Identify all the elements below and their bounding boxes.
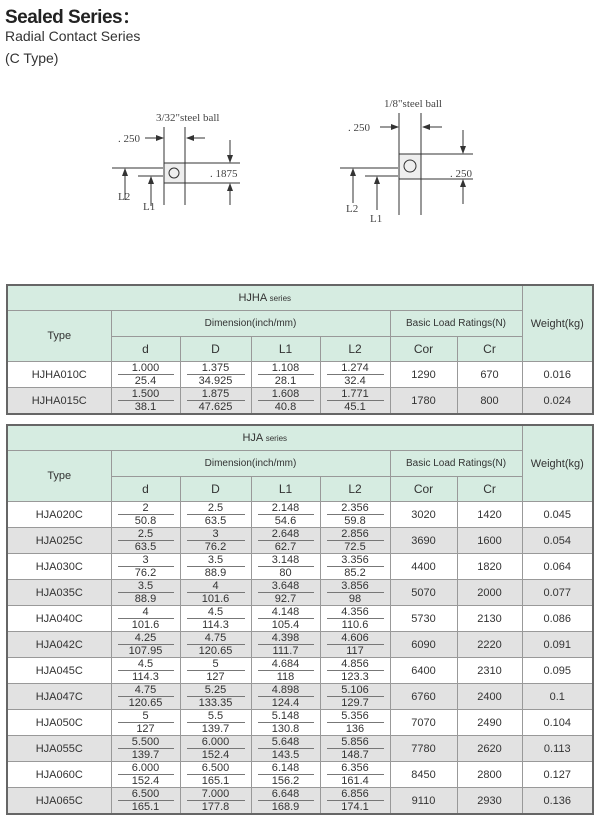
weight-cell: 0.113 [522, 736, 593, 762]
mm-value: 168.9 [271, 801, 300, 813]
table-row [7, 606, 593, 632]
mm-value: 114.3 [132, 671, 159, 683]
dimension-cell [320, 762, 390, 788]
mm-value: 127 [206, 671, 225, 683]
inch-value: 2.356 [327, 502, 384, 515]
mm-value: 156.2 [271, 775, 300, 787]
dimension-cell [251, 632, 320, 658]
inch-value: 1.608 [258, 388, 314, 401]
mm-value: 124.4 [271, 697, 300, 709]
type-cell: HJA060C [7, 762, 111, 788]
weight-cell: 0.091 [522, 632, 593, 658]
inch-value: 6.000 [118, 762, 174, 775]
inch-value: 4 [187, 580, 245, 593]
weight-cell: 0.086 [522, 606, 593, 632]
type-cell: HJA045C [7, 658, 111, 684]
table-row [7, 580, 593, 606]
weight-header: Weight(kg) [522, 285, 593, 362]
height-label: . 1875 [210, 168, 238, 180]
type-cell: HJA030C [7, 554, 111, 580]
mm-value: 80 [279, 567, 292, 579]
mm-value: 45.1 [344, 401, 366, 413]
dimension-cell [180, 528, 251, 554]
cr-cell: 2490 [457, 710, 522, 736]
dimension-cell [180, 762, 251, 788]
dimension-cell [180, 388, 251, 415]
mm-value: 111.7 [272, 645, 299, 657]
type-cell: HJHA015C [7, 388, 111, 415]
weight-cell: 0.136 [522, 788, 593, 815]
cor-cell: 1290 [390, 362, 457, 388]
mm-value: 129.7 [341, 697, 369, 709]
dimension-cell [111, 736, 180, 762]
dimension-cell [320, 788, 390, 815]
dimension-cell [320, 528, 390, 554]
mm-value: 118 [276, 671, 295, 683]
mm-value: 101.6 [201, 593, 230, 605]
cr-cell: 2000 [457, 580, 522, 606]
ball-label: 3/32"steel ball [156, 112, 220, 124]
column-header: d [111, 477, 180, 502]
dimension-cell [180, 606, 251, 632]
mm-value: 76.2 [134, 567, 157, 579]
dimension-cell [180, 658, 251, 684]
mm-value: 139.7 [131, 749, 160, 761]
inch-value: 5.25 [187, 684, 245, 697]
cor-cell: 4400 [390, 554, 457, 580]
diagram-large [340, 98, 473, 225]
column-header: L2 [320, 337, 390, 362]
mm-value: 34.925 [198, 375, 233, 387]
column-header: Cor [390, 337, 457, 362]
dimension-cell [320, 502, 390, 528]
mm-value: 133.35 [198, 697, 233, 709]
dimension-cell [320, 710, 390, 736]
page-title: Sealed Series： [5, 7, 141, 28]
dimension-cell [180, 788, 251, 815]
dimension-cell [251, 528, 320, 554]
inch-value: 2.856 [327, 528, 384, 541]
dimension-cell [251, 362, 320, 388]
cor-cell: 6400 [390, 658, 457, 684]
dimension-cell [320, 362, 390, 388]
dimension-header: Dimension(inch/mm) [111, 451, 390, 477]
weight-cell: 0.104 [522, 710, 593, 736]
dimension-cell [180, 502, 251, 528]
cr-cell: 2130 [457, 606, 522, 632]
dimension-cell [111, 388, 180, 415]
mm-value: 136 [345, 723, 365, 735]
inch-value: 1.771 [327, 388, 384, 401]
dimension-cell [111, 762, 180, 788]
inch-value: 4.684 [258, 658, 314, 671]
weight-cell: 0.064 [522, 554, 593, 580]
mm-value: 72.5 [344, 541, 366, 553]
dimension-cell [251, 502, 320, 528]
l2-label: L2 [346, 203, 359, 215]
hja-series-table [6, 424, 594, 815]
inch-value: 5.500 [118, 736, 174, 749]
mm-value: 177.8 [201, 801, 230, 813]
dimension-cell [320, 736, 390, 762]
mm-value: 174.1 [341, 801, 369, 813]
inch-value: 2 [118, 502, 174, 515]
dimension-cell [111, 528, 180, 554]
dimension-cell [320, 658, 390, 684]
cr-cell: 2620 [457, 736, 522, 762]
inch-value: 5.648 [258, 736, 314, 749]
dimension-cell [251, 710, 320, 736]
cor-cell: 3690 [390, 528, 457, 554]
mm-value: 161.4 [341, 775, 369, 787]
table-row [7, 528, 593, 554]
cr-cell: 2220 [457, 632, 522, 658]
inch-value: 4.75 [187, 632, 245, 645]
cr-cell: 2310 [457, 658, 522, 684]
mm-value: 165.1 [131, 801, 160, 813]
mm-value: 165.1 [201, 775, 230, 787]
mm-value: 139.7 [201, 723, 230, 735]
table-row [7, 388, 593, 415]
dimension-cell [111, 658, 180, 684]
dimension-cell [251, 788, 320, 815]
table-row [7, 788, 593, 815]
cor-cell: 7780 [390, 736, 457, 762]
l2-label: L2 [118, 191, 131, 203]
inch-value: 6.500 [118, 788, 174, 801]
mm-value: 101.6 [131, 619, 160, 631]
dimension-cell [251, 554, 320, 580]
cr-cell: 1420 [457, 502, 522, 528]
cr-cell: 670 [457, 362, 522, 388]
weight-cell: 0.024 [522, 388, 593, 415]
dimension-cell [320, 606, 390, 632]
dimension-cell [180, 710, 251, 736]
column-header: L1 [251, 337, 320, 362]
mm-value: 76.2 [204, 541, 227, 553]
inch-value: 1.500 [118, 388, 174, 401]
dimension-cell [251, 658, 320, 684]
inch-value: 5.856 [327, 736, 384, 749]
inch-value: 5 [187, 658, 245, 671]
mm-value: 143.5 [271, 749, 300, 761]
dimension-cell [111, 632, 180, 658]
dimension-cell [251, 388, 320, 415]
mm-value: 47.625 [198, 401, 233, 413]
inch-value: 3.148 [258, 554, 314, 567]
width-label: . 250 [118, 133, 140, 145]
dimension-cell [180, 684, 251, 710]
width-label: . 250 [348, 122, 370, 134]
inch-value: 2.5 [118, 528, 174, 541]
mm-value: 152.4 [131, 775, 160, 787]
dimension-cell [111, 684, 180, 710]
dimension-cell [320, 554, 390, 580]
inch-value: 6.500 [187, 762, 245, 775]
type-header: Type [7, 451, 111, 502]
mm-value: 25.4 [134, 375, 157, 387]
inch-value: 4.606 [327, 632, 384, 645]
mm-value: 88.9 [204, 567, 227, 579]
inch-value: 2.648 [258, 528, 314, 541]
cr-cell: 1820 [457, 554, 522, 580]
dimension-header: Dimension(inch/mm) [111, 311, 390, 337]
mm-value: 98 [348, 593, 362, 605]
subtitle: Radial Contact Series [5, 28, 141, 44]
bearing-cross-section-diagrams [0, 80, 600, 240]
cr-cell: 800 [457, 388, 522, 415]
mm-value: 59.8 [344, 515, 366, 527]
dimension-cell [180, 632, 251, 658]
weight-cell: 0.1 [522, 684, 593, 710]
inch-value: 4.356 [327, 606, 384, 619]
inch-value: 5.356 [327, 710, 384, 723]
mm-value: 152.4 [201, 749, 230, 761]
mm-value: 32.4 [344, 375, 366, 387]
cor-cell: 1780 [390, 388, 457, 415]
column-header: Cr [457, 477, 522, 502]
series-title: HJA series [7, 425, 522, 451]
mm-value: 54.6 [274, 515, 297, 527]
mm-value: 105.4 [271, 619, 300, 631]
inch-value: 4.856 [327, 658, 384, 671]
dimension-cell [251, 684, 320, 710]
mm-value: 114.3 [202, 619, 229, 631]
inch-value: 3.856 [327, 580, 384, 593]
type-cell: HJA050C [7, 710, 111, 736]
dimension-cell [320, 632, 390, 658]
load-ratings-header: Basic Load Ratings(N) [390, 311, 522, 337]
inch-value: 5.106 [327, 684, 384, 697]
column-header: L1 [251, 477, 320, 502]
table-row [7, 554, 593, 580]
mm-value: 40.8 [274, 401, 297, 413]
mm-value: 110.6 [341, 619, 369, 631]
inch-value: 3 [118, 554, 174, 567]
cor-cell: 5730 [390, 606, 457, 632]
table-row [7, 658, 593, 684]
ball-label: 1/8"steel ball [384, 98, 442, 110]
table-row [7, 362, 593, 388]
cor-cell: 7070 [390, 710, 457, 736]
weight-cell: 0.045 [522, 502, 593, 528]
type-cell: HJHA010C [7, 362, 111, 388]
inch-value: 3 [187, 528, 245, 541]
inch-value: 2.5 [187, 502, 245, 515]
inch-value: 4.398 [258, 632, 314, 645]
weight-cell: 0.095 [522, 658, 593, 684]
series-title: HJHA series [7, 285, 522, 311]
type-header: Type [7, 311, 111, 362]
mm-value: 120.65 [198, 645, 233, 657]
table-row [7, 762, 593, 788]
mm-value: 63.5 [134, 541, 157, 553]
dimension-cell [251, 580, 320, 606]
cor-cell: 5070 [390, 580, 457, 606]
type-cell: HJA042C [7, 632, 111, 658]
type-cell: HJA025C [7, 528, 111, 554]
inch-value: 1.375 [187, 362, 245, 375]
cor-cell: 6090 [390, 632, 457, 658]
column-header: Cr [457, 337, 522, 362]
cr-cell: 2930 [457, 788, 522, 815]
mm-value: 107.95 [128, 645, 163, 657]
inch-value: 6.000 [187, 736, 245, 749]
dimension-cell [320, 684, 390, 710]
dimension-cell [180, 736, 251, 762]
dimension-cell [111, 710, 180, 736]
inch-value: 1.000 [118, 362, 174, 375]
inch-value: 4.25 [118, 632, 174, 645]
inch-value: 2.148 [258, 502, 314, 515]
mm-value: 63.5 [204, 515, 227, 527]
mm-value: 38.1 [134, 401, 157, 413]
type-cell: HJA065C [7, 788, 111, 815]
dimension-cell [111, 554, 180, 580]
mm-value: 92.7 [274, 593, 297, 605]
dimension-cell [251, 762, 320, 788]
weight-cell: 0.016 [522, 362, 593, 388]
type-cell: HJA055C [7, 736, 111, 762]
table-row [7, 736, 593, 762]
dimension-cell [111, 362, 180, 388]
dimension-cell [111, 580, 180, 606]
type-cell: HJA040C [7, 606, 111, 632]
mm-value: 130.8 [271, 723, 300, 735]
height-label: . 250 [450, 168, 472, 180]
inch-value: 4.75 [118, 684, 174, 697]
table-row [7, 502, 593, 528]
weight-cell: 0.127 [522, 762, 593, 788]
l1-label: L1 [143, 201, 156, 213]
column-header: d [111, 337, 180, 362]
dimension-cell [320, 580, 390, 606]
hjha-series-table [6, 284, 594, 415]
load-ratings-header: Basic Load Ratings(N) [390, 451, 522, 477]
inch-value: 4 [118, 606, 174, 619]
cor-cell: 8450 [390, 762, 457, 788]
cor-cell: 6760 [390, 684, 457, 710]
type-cell: HJA035C [7, 580, 111, 606]
inch-value: 4.5 [187, 606, 245, 619]
table-row [7, 710, 593, 736]
inch-value: 4.148 [258, 606, 314, 619]
column-header: D [180, 337, 251, 362]
inch-value: 1.274 [327, 362, 384, 375]
cr-cell: 2400 [457, 684, 522, 710]
inch-value: 1.108 [258, 362, 314, 375]
column-header: L2 [320, 477, 390, 502]
cor-cell: 9110 [390, 788, 457, 815]
type-cell: HJA020C [7, 502, 111, 528]
cr-cell: 2800 [457, 762, 522, 788]
dimension-cell [251, 736, 320, 762]
dimension-cell [180, 554, 251, 580]
inch-value: 7.000 [187, 788, 245, 801]
inch-value: 3.356 [327, 554, 384, 567]
inch-value: 6.856 [327, 788, 384, 801]
mm-value: 117 [346, 645, 364, 657]
mm-value: 50.8 [134, 515, 157, 527]
mm-value: 85.2 [344, 567, 366, 579]
mm-value: 28.1 [274, 375, 297, 387]
column-header: Cor [390, 477, 457, 502]
dimension-cell [180, 580, 251, 606]
inch-value: 6.648 [258, 788, 314, 801]
dimension-cell [111, 606, 180, 632]
table-row [7, 684, 593, 710]
column-header: D [180, 477, 251, 502]
dimension-cell [180, 362, 251, 388]
dimension-cell [320, 388, 390, 415]
inch-value: 3.5 [187, 554, 245, 567]
weight-cell: 0.054 [522, 528, 593, 554]
inch-value: 6.356 [327, 762, 384, 775]
mm-value: 123.3 [341, 671, 369, 683]
cor-cell: 3020 [390, 502, 457, 528]
diagram-small [112, 112, 240, 213]
cr-cell: 1600 [457, 528, 522, 554]
inch-value: 5.148 [258, 710, 314, 723]
mm-value: 120.65 [128, 697, 163, 709]
weight-header: Weight(kg) [522, 425, 593, 502]
inch-value: 1.875 [187, 388, 245, 401]
dimension-cell [251, 606, 320, 632]
mm-value: 88.9 [134, 593, 157, 605]
inch-value: 5.5 [187, 710, 245, 723]
l1-label: L1 [370, 213, 383, 225]
dimension-cell [111, 788, 180, 815]
subtitle-type: (C Type) [5, 50, 59, 66]
inch-value: 4.5 [118, 658, 174, 671]
mm-value: 62.7 [274, 541, 297, 553]
inch-value: 6.148 [258, 762, 314, 775]
inch-value: 5 [118, 710, 174, 723]
mm-value: 127 [136, 723, 155, 735]
table-row [7, 632, 593, 658]
dimension-cell [111, 502, 180, 528]
mm-value: 148.7 [341, 749, 369, 761]
weight-cell: 0.077 [522, 580, 593, 606]
inch-value: 4.898 [258, 684, 314, 697]
type-cell: HJA047C [7, 684, 111, 710]
inch-value: 3.648 [258, 580, 314, 593]
inch-value: 3.5 [118, 580, 174, 593]
